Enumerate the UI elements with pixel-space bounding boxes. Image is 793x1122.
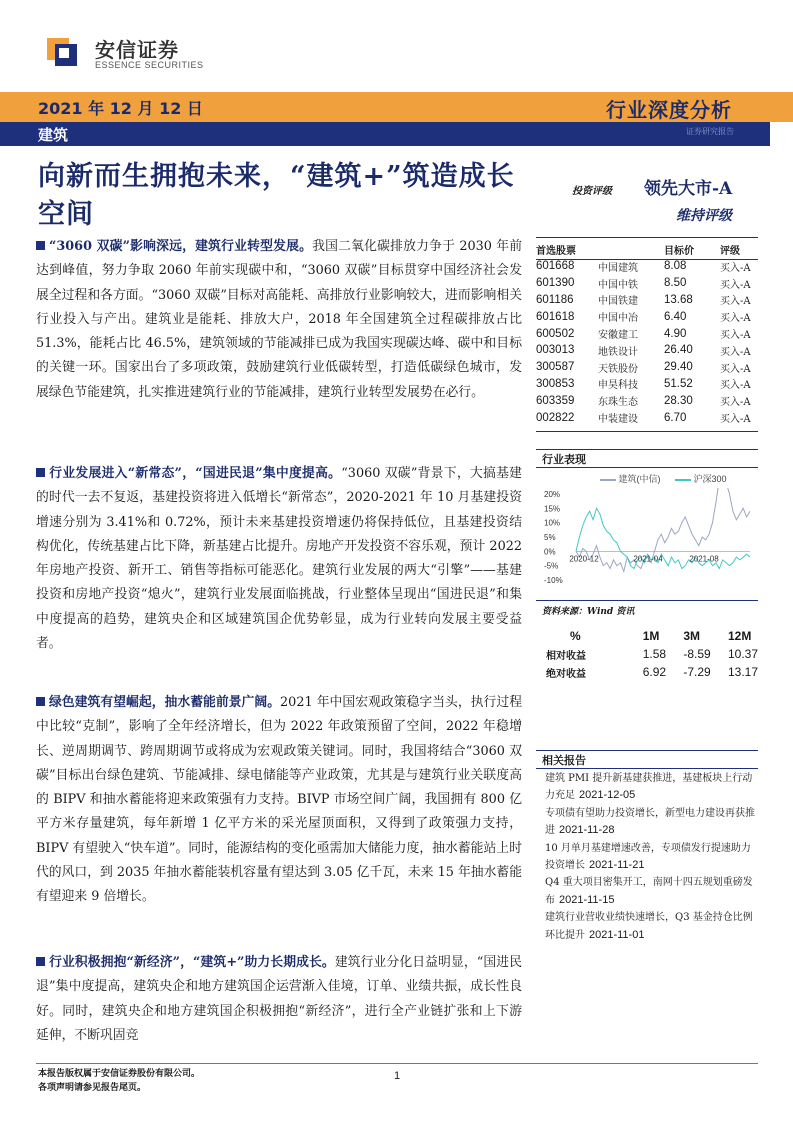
legend-label: 沪深300 (693, 474, 727, 484)
rating-label: 投资评级 (572, 186, 612, 197)
column-header: 1M (642, 629, 660, 643)
body-paragraph-2 (36, 462, 522, 656)
legend-label: 建筑(中信) (618, 474, 661, 484)
divider (536, 768, 758, 769)
column-header (598, 240, 664, 258)
table-header-row (536, 240, 758, 258)
table-row (536, 645, 758, 663)
report-title: Q4 重大项目密集开工，南网十四五规划重磅发布 (545, 877, 753, 906)
y-tick-label: -5% (544, 561, 559, 571)
logo-name-cn: 安信证券 (95, 38, 179, 62)
paragraph-text: “3060 双碳”背景下，大搞基建的时代一去不复返，基建投资将进入低增长“新常态”，2020-2021 年 10 月基建投资增速分别为 3.41%和 0.72%，预计未来基建投资增速仍将保持低位，且基建投资结构优化，传统基建占比下降，新基建占比提升。房地产开发投资不容乐观，预计 2022 年房地产投资、新开工、销售等指标可能恶化。建筑行业发展的两大“引擎”——基建投资和房地产投资“熄火”，建筑行业发展面临挑战，行业整体呈现出“国进民退”和集中度提高的趋势，建筑央企和区域建筑国企优势彰显，成为行业转向发展主要受益者。 (36, 466, 522, 652)
footer-disclaimer (38, 1067, 200, 1095)
table-cell: 4.90 (664, 327, 687, 340)
report-title: 建筑行业营收业绩快速增长，Q3 基金持仓比例环比提升 (545, 912, 753, 941)
table-cell: 603359 (536, 394, 575, 407)
x-tick-label: 2021-08 (689, 554, 719, 564)
y-tick-label: 5% (544, 533, 556, 542)
report-category: 证券研究报告 (686, 127, 734, 136)
table-cell: 买入-A (720, 330, 751, 342)
table-row (536, 359, 758, 376)
industry-label: 建筑 (38, 126, 69, 144)
table-cell: 6.70 (664, 411, 687, 424)
y-tick-label: 10% (544, 518, 561, 528)
section-title: 行业表现 (542, 453, 586, 466)
table-cell: 601186 (536, 293, 574, 306)
page-number: 1 (394, 1070, 401, 1082)
table-row (536, 342, 758, 359)
y-tick-label: -10% (544, 576, 563, 585)
table-cell: 相对收益 (546, 650, 586, 662)
paragraph-lead: 行业发展进入“新常态”，“国进民退”集中度提高。 (49, 466, 342, 481)
table-cell: 6.40 (664, 310, 687, 323)
paragraph-text: 建筑行业分化日益明显，“国进民退”集中度提高，建筑央企和地方建筑国企运营渐入佳境，订单、业绩共振，成长性良好。同时，建筑央企和地方建筑国企积极拥抱“新经济”，进行全产业链扩张和上下游延伸，不断巩固竞 (36, 955, 522, 1043)
legend-swatch-icon (600, 479, 616, 481)
table-cell: 中国建筑 (598, 262, 638, 274)
y-tick-label: 20% (544, 490, 561, 499)
table-cell: 51.52 (664, 377, 693, 390)
table-cell: 安徽建工 (598, 330, 638, 342)
table-cell: 中装建设 (598, 414, 638, 426)
report-date: 2021-12-05 (579, 789, 636, 802)
table-cell: 600502 (536, 327, 575, 340)
divider (536, 600, 758, 601)
column-header: 评级 (720, 245, 740, 257)
table-cell: 28.30 (664, 394, 693, 407)
table-cell: 买入-A (720, 279, 751, 291)
report-date: 2021-11-21 (589, 859, 645, 872)
footer-line: 本报告版权属于安信证券股份有限公司。 (38, 1069, 201, 1079)
footer-divider (36, 1063, 758, 1064)
logo-name-en: ESSENCE SECURITIES (95, 60, 204, 70)
table-cell: 买入-A (720, 346, 751, 358)
paragraph-lead: 绿色建筑有望崛起，抽水蓄能前景广阔。 (49, 695, 281, 710)
table-cell: 29.40 (664, 361, 693, 374)
paragraph-lead: 行业积极拥抱“新经济”，“建筑+”助力长期成长。 (49, 955, 335, 970)
table-cell: 东珠生态 (598, 397, 638, 409)
table-row (536, 392, 758, 409)
chart-source: 资料来源：Wind 资讯 (542, 607, 635, 617)
stock-picks-table (536, 240, 758, 426)
table-cell: 6.92 (642, 665, 667, 679)
divider (536, 259, 758, 260)
investment-rating: 领先大市-A (644, 179, 733, 199)
table-cell: 601390 (536, 277, 575, 290)
column-header: 首选股票 (536, 245, 576, 257)
section-title: 相关报告 (542, 754, 586, 767)
column-header: 3M (683, 629, 700, 643)
report-title: 专项债有望助力投资增长，新型电力建设再获推进 (545, 807, 755, 837)
bullet-square-icon (36, 241, 45, 250)
body-paragraph-4 (36, 951, 522, 1048)
paragraph-lead: “3060 双碳”影响深远，建筑行业转型发展。 (49, 239, 313, 254)
column-header: % (570, 629, 581, 643)
table-cell: 601668 (536, 260, 575, 273)
table-cell: 买入-A (720, 262, 751, 274)
table-row (536, 308, 758, 325)
chart-legend (600, 472, 727, 485)
paragraph-text: 2021 年中国宏观政策稳字当头，执行过程中比较“克制”，影响了全年经济增长，但为 2022 年政策预留了空间，2022 年稳增长、逆周期调节、跨周期调节或将成为宏观政策关键词。同时，我国将结合“3060 双碳”目标出台绿色建筑、节能减排、绿电储能等产业政策，尤其是与建筑行业关联度高的 BIPV 和抽水蓄能将迎来政策强有力支持。BIVP 市场空间广阔，我国拥有 800 亿平方米存量建筑，每年新增 1 亿平方米的采光屋顶面积，又得到了政策强力支持，BIPV 有望驶入“快车道”。同时，能源结构的变化亟需加大储能力度，抽水蓄能站上时代的风口，到 2035 年抽水蓄能装机容量有望达到 3.05 亿千瓦，未来 15 年抽水蓄能有望迎来 9 倍增长。 (36, 695, 522, 905)
table-row (536, 292, 758, 309)
report-date: 2021-11-15 (559, 893, 615, 906)
table-cell: 601618 (536, 310, 575, 323)
x-tick-label: 2021-04 (633, 554, 663, 564)
table-cell: 地铁设计 (598, 346, 638, 358)
bullet-square-icon (36, 468, 45, 477)
column-header: 目标价 (664, 245, 694, 257)
table-header-row (536, 627, 758, 645)
divider (536, 449, 758, 450)
table-cell: 中国中冶 (598, 313, 638, 325)
report-date: 2021-11-01 (589, 928, 645, 941)
table-cell: 8.50 (664, 277, 687, 290)
report-type: 行业深度分析 (606, 98, 732, 122)
industry-banner (0, 122, 770, 146)
y-tick-label: 0% (544, 547, 556, 557)
table-cell: 买入-A (720, 313, 751, 325)
related-report-item[interactable] (545, 840, 757, 875)
table-row (536, 376, 758, 393)
table-row (536, 275, 758, 292)
table-cell: -8.59 (683, 647, 711, 661)
legend-swatch-icon (675, 479, 691, 481)
table-row (536, 325, 758, 342)
table-row (536, 663, 758, 681)
related-reports-list (545, 770, 757, 944)
related-report-item[interactable] (545, 909, 757, 944)
divider (536, 750, 758, 751)
table-cell: 买入-A (720, 397, 751, 409)
table-cell: 买入-A (720, 363, 751, 375)
returns-table (536, 627, 758, 681)
y-tick-label: 15% (544, 504, 561, 514)
table-row (536, 258, 758, 275)
table-cell: 中国中铁 (598, 279, 638, 291)
body-paragraph-3 (36, 691, 522, 910)
table-cell: 13.17 (727, 665, 758, 679)
table-cell: 申昊科技 (598, 380, 638, 392)
column-header: 12M (727, 629, 752, 643)
rating-status: 维持评级 (676, 208, 732, 224)
table-cell: 绝对收益 (546, 668, 586, 680)
related-report-item[interactable] (545, 770, 757, 805)
table-cell: -7.29 (683, 665, 711, 679)
table-cell: 中国铁建 (598, 296, 638, 308)
table-row (536, 409, 758, 426)
page-title: 向新而生拥抱未来，“建筑+”筑造成长空间 (38, 161, 515, 230)
company-logo (43, 32, 263, 72)
related-report-item[interactable] (545, 805, 757, 840)
bullet-square-icon (36, 957, 45, 966)
table-cell: 买入-A (720, 296, 751, 308)
divider (536, 467, 758, 468)
report-title: 建筑 PMI 提升新基建获推进，基建板块上行动力充足 (545, 773, 753, 802)
divider (536, 431, 758, 432)
table-cell: 8.08 (664, 260, 687, 273)
table-cell: 26.40 (664, 344, 693, 357)
report-title: 10 月单月基建增速改善，专项债发行提速助力投资增长 (545, 842, 751, 872)
bullet-square-icon (36, 697, 45, 706)
table-cell: 买入-A (720, 414, 751, 426)
report-date: 2021-11-28 (559, 824, 615, 837)
table-cell: 300587 (536, 361, 575, 374)
body-paragraph-1 (36, 235, 522, 405)
table-cell: 1.58 (642, 647, 667, 661)
x-tick-label: 2020-12 (569, 554, 599, 564)
table-cell: 10.37 (727, 647, 758, 661)
table-cell: 13.68 (664, 293, 693, 306)
table-cell: 买入-A (720, 380, 751, 392)
series-line-construction (576, 488, 750, 571)
footer-line: 各项声明请参见报告尾页。 (38, 1083, 147, 1093)
table-cell: 003013 (536, 344, 575, 357)
logo-mark-icon (43, 32, 87, 72)
paragraph-text: 我国二氧化碳排放力争于 2030 年前达到峰值，努力争取 2060 年前实现碳中和，“3060 双碳”目标贯穿中国经济社会发展全过程和各方面。“3060 双碳”目标对高能耗、高排放行业影响较大，进而影响相关行业投入与产出。建筑业是能耗、排放大户，2018 年全国建筑全过程碳排放占比 51.3%，能耗占比 46.5%，建筑领域的节能减排已成为我国实现碳达峰、碳中和目标的关键一环。国家出台了多项政策，鼓励建筑行业低碳转型，打造低碳绿色城市，发展绿色节能建筑，扎实推进建筑行业的节能减排，建筑行业转型发展势在必行。 (36, 239, 522, 400)
table-cell: 002822 (536, 411, 575, 424)
divider (536, 237, 758, 238)
related-report-item[interactable] (545, 874, 757, 909)
industry-performance-chart (540, 488, 760, 588)
table-cell: 300853 (536, 377, 575, 390)
table-cell: 天铁股份 (598, 363, 638, 375)
report-date: 2021 年 12 月 12 日 (38, 99, 203, 118)
